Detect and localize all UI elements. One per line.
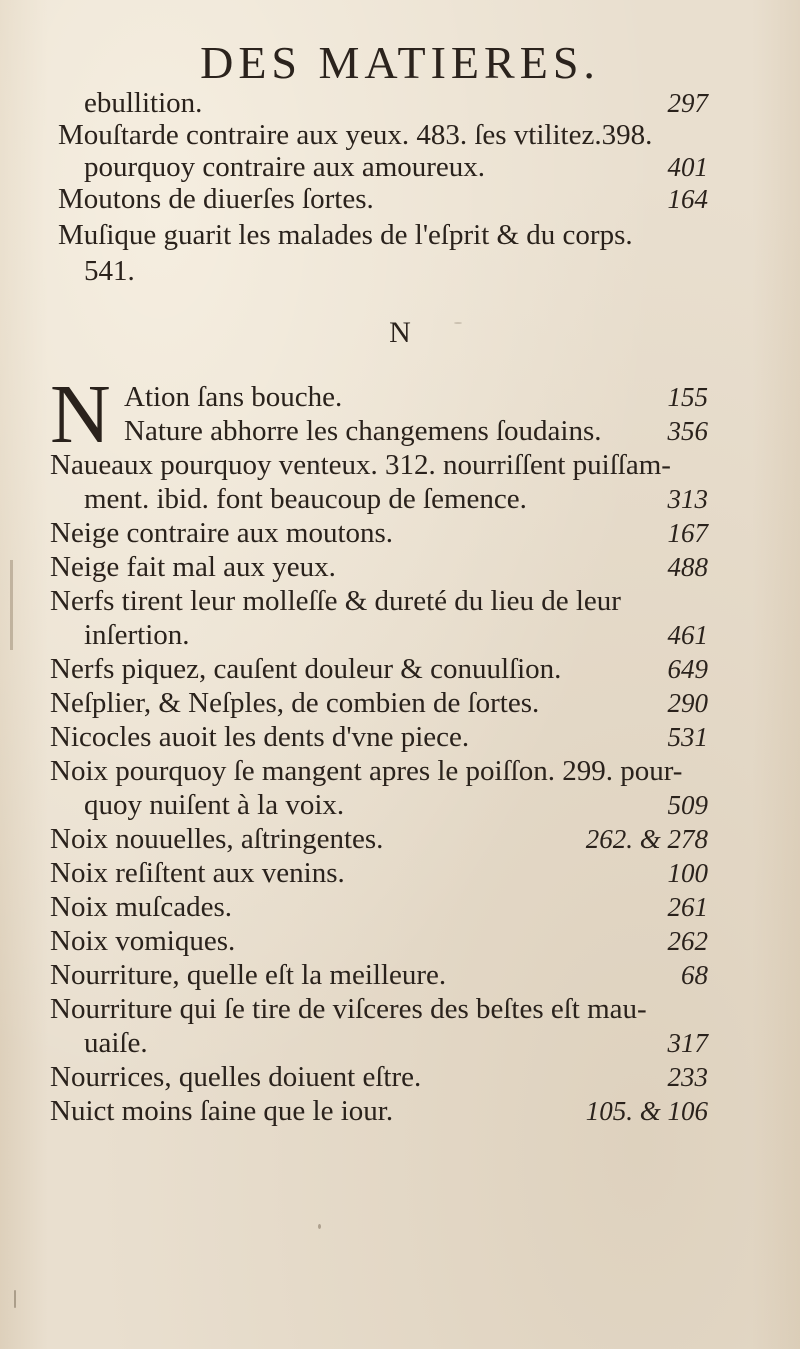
page-ref: 297 [667,88,708,118]
index-entry: Nuict moins ſaine que le iour. [50,1095,394,1127]
index-entry: Noix nouuelles, aſtringentes. [50,823,384,855]
page-ref: 155 [667,382,708,412]
index-entry: Neige fait mal aux yeux. [50,551,336,583]
page-ref: 262 [667,926,708,956]
page-ref: 164 [667,184,708,214]
page-ref: 105. & 106 [585,1096,708,1126]
index-entry: ment. ibid. font beaucoup de ſemence. [84,483,527,515]
page-ref: 167 [667,518,708,548]
index-entry: Nourrices, quelles doiuent eſtre. [50,1061,422,1093]
page-ref: 509 [667,790,708,820]
page-ref: 317 [667,1028,708,1058]
index-entry: Nourriture qui ſe tire de viſceres des beſtes eſt mau- [50,993,647,1025]
index-entry: Nourriture, quelle eſt la meilleure. [50,959,447,991]
page-ref: 531 [667,722,708,752]
index-entry: Naueaux pourquoy venteux. 312. nourriſſent puiſſam- [50,449,671,481]
page-ref: 313 [667,484,708,514]
page-edge-mark [10,560,13,650]
page-ref: 68 [681,960,708,990]
page-header: DES MATIERES. [200,37,600,88]
index-entry: Nerfs tirent leur molleſſe & dureté du lieu de leur [50,585,621,617]
index-entry: Noix vomiques. [50,925,236,957]
index-entry: Moutons de diuerſes ſortes. [58,183,374,215]
page-ref: 100 [667,858,708,888]
index-entry: uaiſe. [84,1027,148,1059]
index-entry: Noix reſiſtent aux venins. [50,857,345,889]
page-ref: 290 [667,688,708,718]
page-ref: 262. & 278 [585,824,708,854]
index-entry: Muſique guarit les malades de l'eſprit & du corps. [58,219,633,251]
drop-cap: N [50,368,111,461]
index-entry: inſertion. [84,619,190,651]
page-ref: 233 [667,1062,708,1092]
index-entry: Nerfs piquez, cauſent douleur & conuulſion. [50,653,562,685]
paper-speck [454,322,462,324]
index-entry: quoy nuiſent à la voix. [84,789,345,821]
page-ref: 461 [667,620,708,650]
index-entry: Noix muſcades. [50,891,233,923]
section-heading: N [389,316,411,349]
index-entry: Mouſtarde contraire aux yeux. 483. ſes vtilitez.398. [58,119,653,151]
page-ref: 356 [667,416,708,446]
index-entry: Neige contraire aux moutons. [50,517,394,549]
index-entry: ebullition. [84,87,203,119]
page-ref: 401 [667,152,708,182]
index-entry: pourquoy contraire aux amoureux. [84,151,486,183]
index-entry: Nature abhorre les changemens ſoudains. [124,415,602,447]
paper-speck [318,1224,321,1229]
paper-speck [14,1290,16,1308]
page-ref: 261 [667,892,708,922]
index-entry: Nicocles auoit les dents d'vne piece. [50,721,470,753]
page-ref: 488 [667,552,708,582]
index-entry: Ation ſans bouche. [124,381,343,413]
index-entry: Neſplier, & Neſples, de combien de ſortes. [50,687,540,719]
page-ref: 649 [667,654,708,684]
index-entry: Noix pourquoy ſe mangent apres le poiſſon. 299. pour- [50,755,683,787]
index-entry: 541. [84,255,135,287]
